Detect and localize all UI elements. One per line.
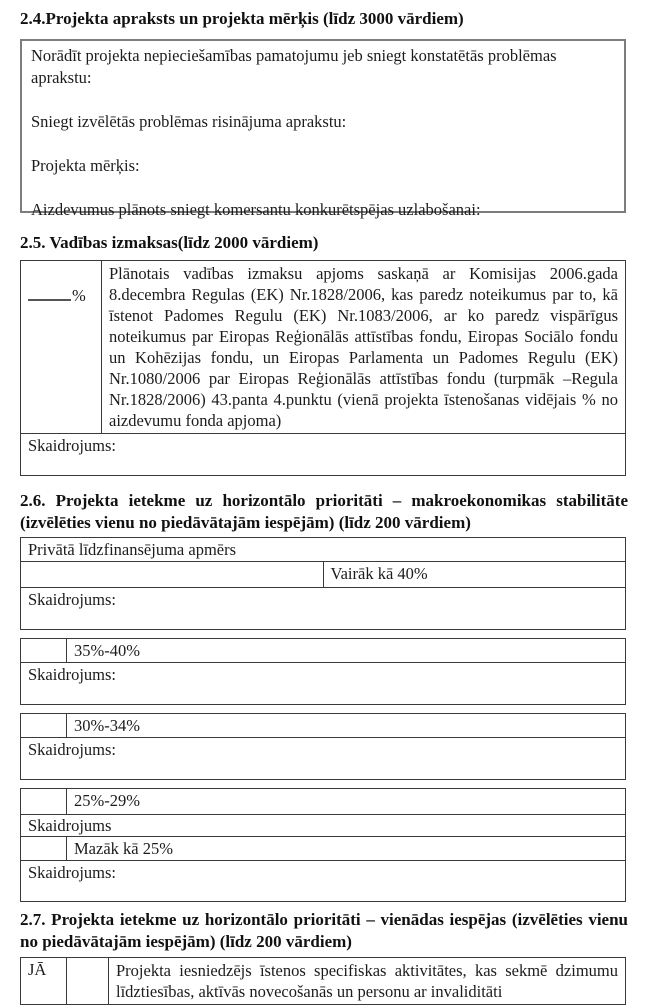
option-label-cell: Vairāk kā 40% [323,562,626,588]
option-label-cell: 30%-34% [67,714,626,738]
section-2-5-heading: 2.5. Vadības izmaksas(līdz 2000 vārdiem) [20,233,319,252]
explanation-input-cell[interactable]: Skaidrojums [21,815,626,837]
option-label-cell: 35%-40% [67,639,626,663]
option-label-cell: Mazāk kā 25% [67,837,626,861]
option-checkbox-cell[interactable] [21,639,67,663]
section-2-4-heading: 2.4.Projekta apraksts un projekta mērķis (līdz 3000 vārdiem) [20,9,464,28]
table-row [21,639,626,663]
option-checkbox-cell[interactable] [21,789,67,815]
equal-opportunities-table [20,957,626,1005]
table-row [21,562,626,588]
table-row [21,588,626,630]
explanation-input-cell[interactable]: Skaidrojums: [21,663,626,705]
explanation-input-cell[interactable]: Skaidrojums: [21,588,626,630]
answer-checkbox-cell[interactable] [67,958,109,1005]
explanation-input-cell[interactable]: Skaidrojums: [21,738,626,780]
section-2-7-heading: 2.7. Projekta ietekme uz horizontālo prioritāti – vienādas iespējas (izvēlēties vienu no piedāvātajām iespējām) (līdz 200 vārdiem) [20,910,628,951]
cofinancing-header-cell: Privātā līdzfinansējuma apmērs [21,538,626,562]
answer-yes-cell: JĀ [21,958,67,1005]
explanation-input-cell[interactable]: Skaidrojums: [21,434,626,476]
cofinancing-option-table-3 [20,713,626,780]
table-row [21,958,626,1005]
table-row [21,663,626,705]
table-row [21,714,626,738]
equal-opportunities-description: Projekta iesniedzējs īstenos specifiskas aktivitātes, kas sekmē dzimumu līdztiesības, aktīvās novecošanās un personu ar invaliditāti [109,958,626,1005]
option-label-cell: 25%-29% [67,789,626,815]
option-checkbox-cell[interactable] [21,837,67,861]
table-row [21,861,626,902]
option-checkbox-cell[interactable] [21,714,67,738]
section-2-4-text-box[interactable] [20,39,626,219]
option-checkbox-cell[interactable] [21,562,324,588]
prompt-solution-description: Sniegt izvēlētās problēmas risinājuma aprakstu: [31,112,347,131]
table-row [21,261,626,434]
table-row [21,434,626,476]
management-costs-table [20,260,626,476]
cofinancing-option-table-4 [20,788,626,902]
table-row [21,538,626,562]
percent-blank-field[interactable] [28,286,71,301]
table-row [21,837,626,861]
percent-input-cell[interactable] [21,261,102,434]
table-row [21,738,626,780]
explanation-input-cell[interactable]: Skaidrojums: [21,861,626,902]
percent-sign: % [72,286,86,305]
management-costs-description: Plānotais vadības izmaksu apjoms saskaņā ar Komisijas 2006.gada 8.decembra Regulas (EK) Nr.1828/2006, kas paredz noteikumus par to, kā īstenot Padomes Regulu (EK) Nr.1083/2006, ar ko paredz vispārīgus noteikumus par Eiropas Reģionālās attīstības fondu, Eiropas Sociālo fondu un Kohēzijas fondu, un Eiropas Parlamenta un Padomes Regulu (EK) Nr.1080/2006 par Eiropas Reģionālās attīstības fondu (turpmāk –Regula Nr.1828/2006) 43.panta 4.punktu (vienā projekta īstenošanas vidējais % no aizdevumu fonda apjoma) [102,261,626,434]
prompt-project-goal: Projekta mērķis: [31,156,140,175]
table-row [21,815,626,837]
section-2-6-heading: 2.6. Projekta ietekme uz horizontālo prioritāti – makroekonomikas stabilitāte (izvēlēties vienu no piedāvātajām iespējām) (līdz 200 vārdiem) [20,491,628,532]
prompt-problem-justification: Norādīt projekta nepieciešamības pamatojumu jeb sniegt konstatētās problēmas aprakstu: [31,46,557,87]
table-row [21,789,626,815]
cofinancing-option-table-1 [20,537,626,630]
cofinancing-option-table-2 [20,638,626,705]
prompt-loans-purpose: Aizdevumus plānots sniegt komersantu konkurētspējas uzlabošanai: [31,200,481,219]
